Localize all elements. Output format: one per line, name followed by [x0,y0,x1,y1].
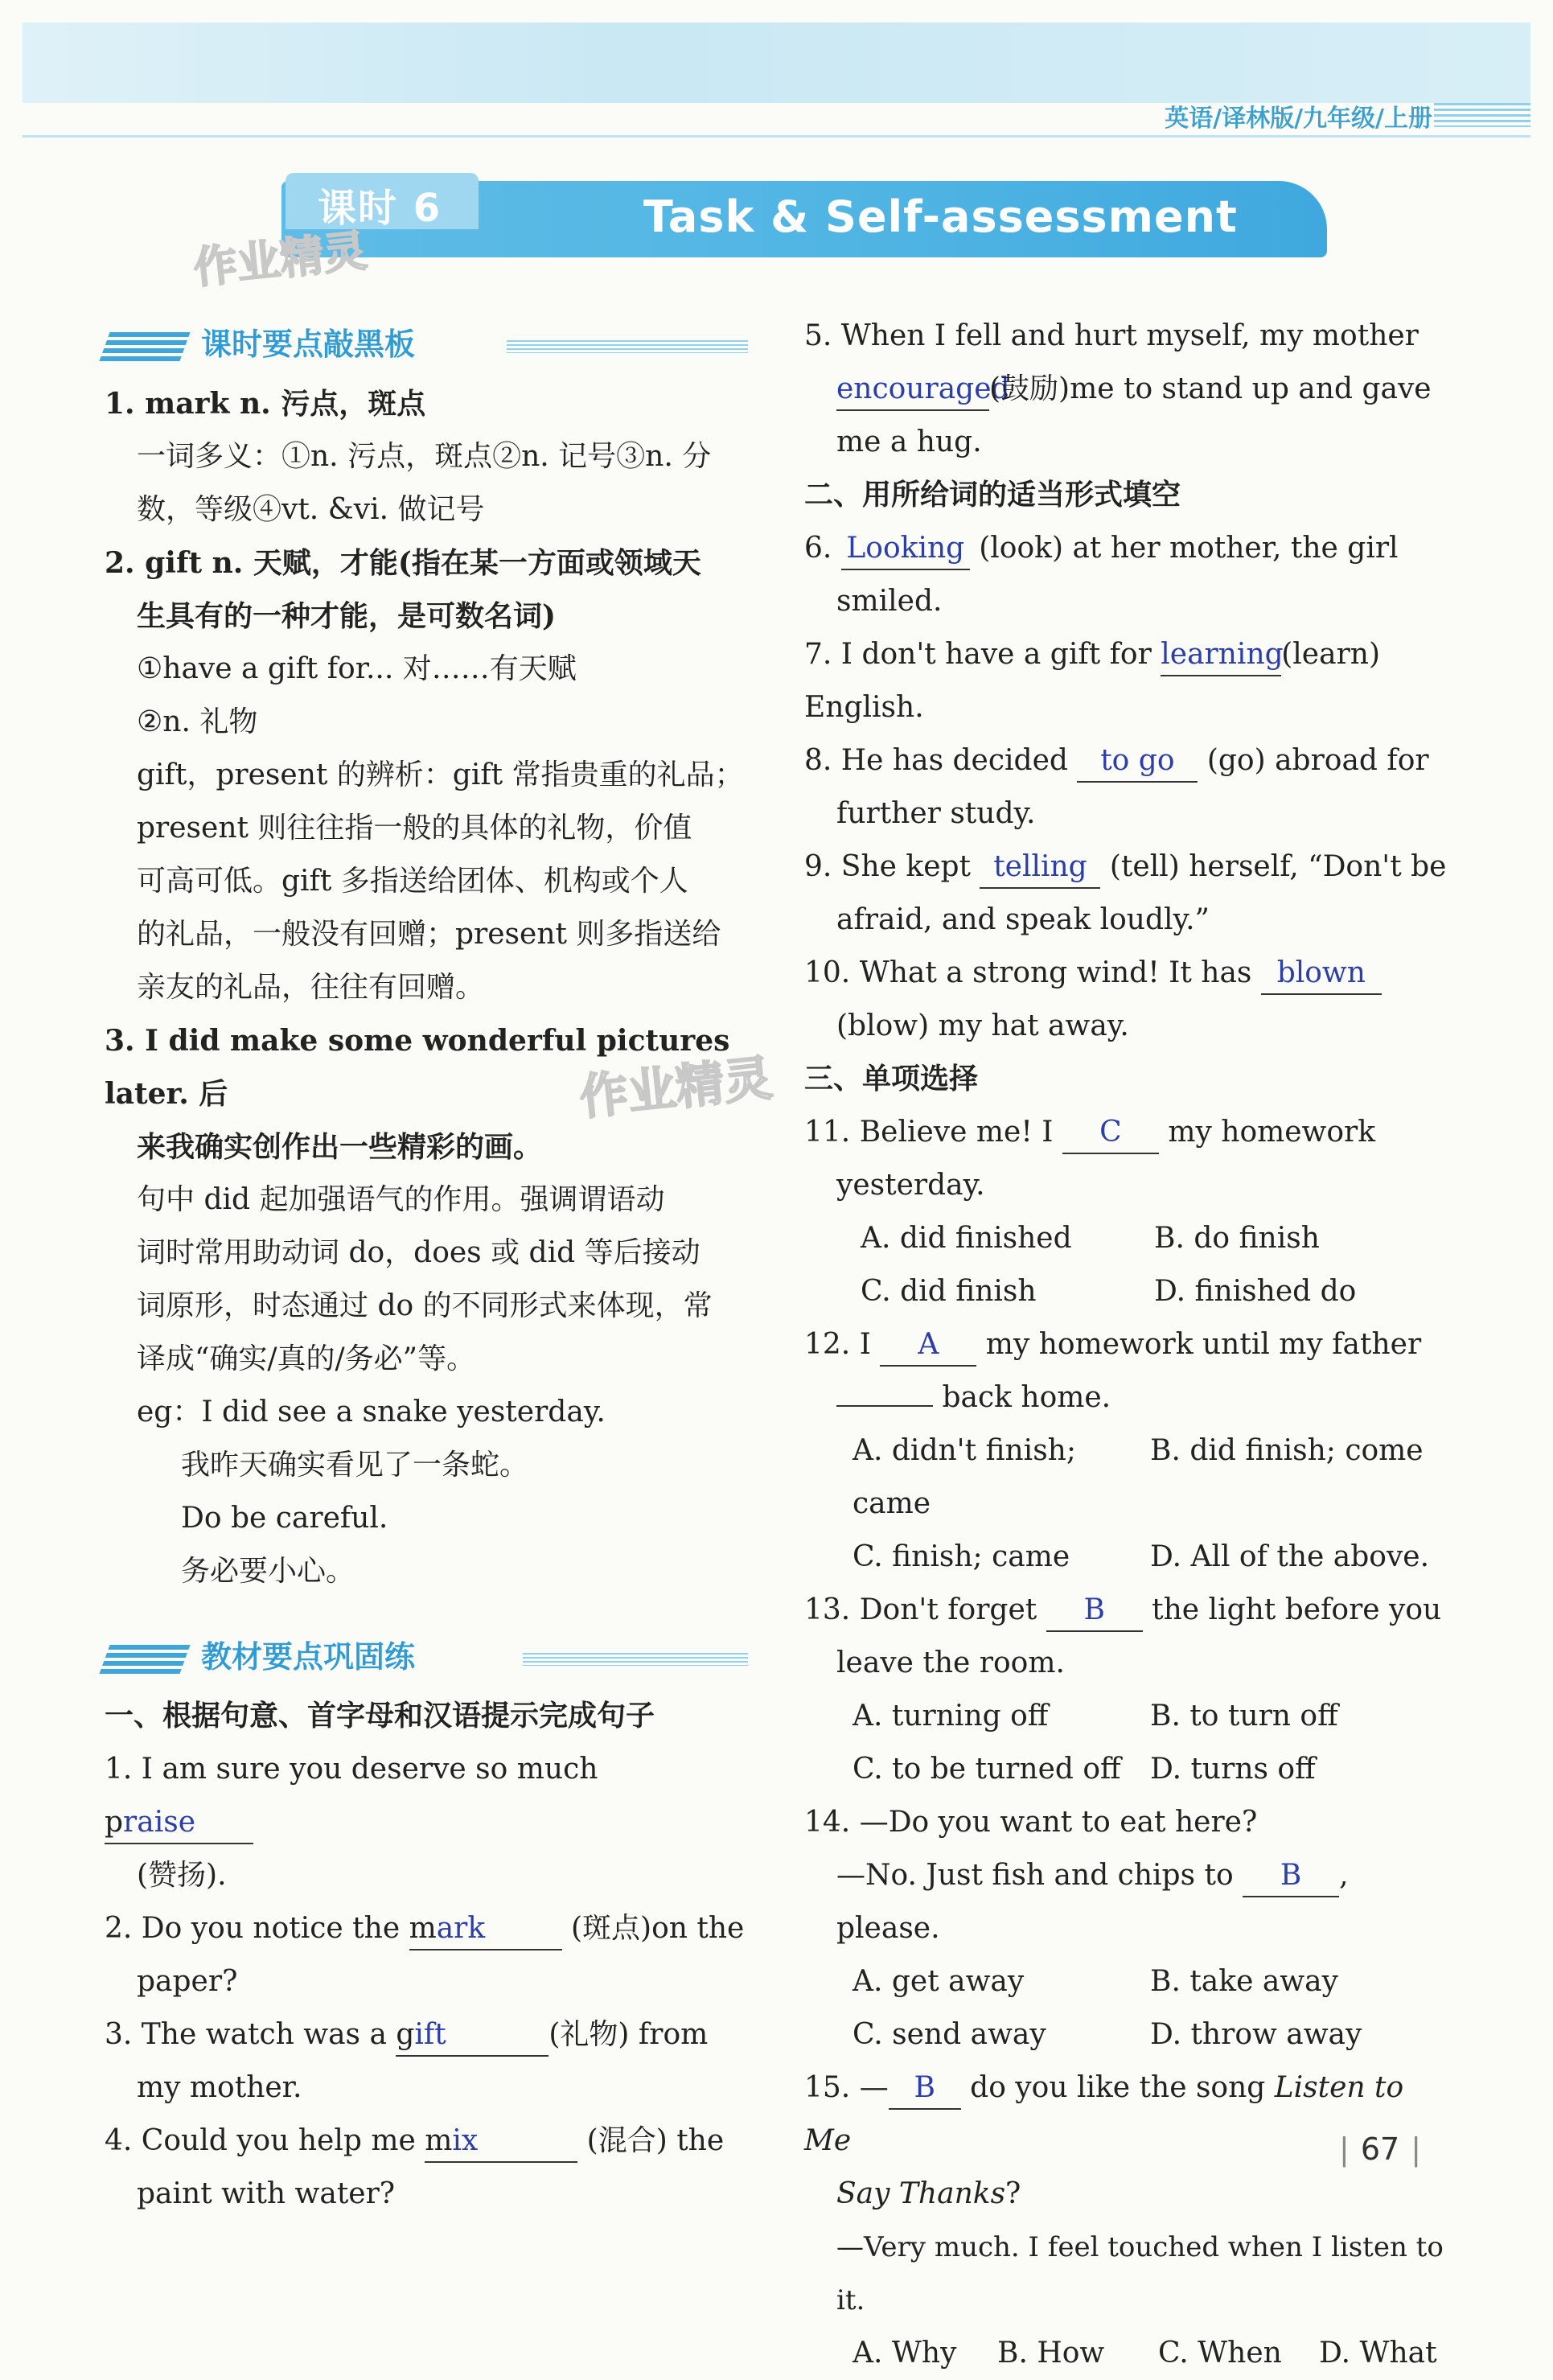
question-text: 1. I am sure you deserve so much [105,1753,598,1786]
header-rule [23,135,1530,138]
question-text: (learn) English. [804,638,1381,724]
answer-text: B [1083,1593,1105,1626]
option[interactable]: C. When [1158,2337,1282,2370]
left-column [105,318,748,2221]
answer-text: A [918,1328,939,1361]
answer-text: encouraged [836,372,1010,405]
question-text: paper? [137,1965,238,1998]
question-text [804,1371,1448,1424]
question-3 [105,2008,748,2061]
question-text: (look) at her mother, the girl [969,532,1399,565]
watermark: 作业精灵 [191,224,370,294]
point-text: 一词多义：①n. 污点，斑点②n. 记号③n. 分 [137,440,712,473]
section-heading-key-points [105,318,748,374]
question-14: 14. —Do you want to eat here? [804,1806,1258,1839]
question-text: 15. — [804,2071,889,2104]
answer-text: B [1280,1859,1302,1892]
answer-blank [409,1909,562,1950]
question-9 [804,841,1448,894]
point-text: 词原形，时态通过 do 的不同形式来体现，常 [137,1289,713,1322]
point-title: 来我确实创作出一些精彩的画。 [137,1130,543,1164]
question-5: 5. When I fell and hurt myself, my mother [804,319,1419,352]
option[interactable]: B. do finish [1154,1222,1320,1255]
question-text: do you like the song [960,2071,1275,2104]
question-6 [804,522,1448,575]
question-text: 7. I don't have a gift for [804,638,1161,671]
initial-letter: m [409,1912,437,1945]
option[interactable]: C. send away [853,2018,1046,2051]
header-band [23,23,1530,103]
answer-blank [1077,741,1198,783]
section-heading-practice [105,1630,748,1687]
section-title: 教材要点巩固练 [201,1639,416,1675]
question-text: back home. [942,1381,1111,1414]
answer-blank [1062,1112,1159,1154]
point-text: 译成“确实/真的/务必”等。 [137,1342,476,1375]
question-text: my homework [1158,1116,1376,1149]
answer-text: C [1099,1116,1122,1149]
question-8 [804,734,1448,787]
question-text: smiled. [836,585,943,618]
option[interactable]: B. to turn off [1150,1700,1338,1733]
question-text: , please. [836,1859,1349,1945]
question-text: me a hug. [836,425,982,458]
heading-rule [507,340,748,353]
answer-text: ark [436,1912,486,1945]
point-text: gift，present 的辨析：gift 常指贵重的礼品； [137,758,744,791]
answer-blank [1046,1590,1143,1632]
option[interactable]: D. finished do [1154,1275,1357,1308]
question-text: my mother. [137,2071,302,2104]
question-text: 10. What a strong wind! It has [804,956,1261,989]
option[interactable]: D. What [1319,2337,1437,2370]
options-row [804,1265,1448,1318]
question-text: (tell) herself, “Don't be [1100,850,1447,883]
question-2 [105,1902,748,1955]
question-text: further study. [836,797,1036,830]
option[interactable]: A. turning off [853,1700,1049,1733]
question-text [804,2168,1448,2221]
question-text: (礼物) from [548,2018,709,2051]
options-row [804,1212,1448,1265]
initial-letter: p [105,1806,124,1839]
page-number: | 67 | [1328,2131,1432,2167]
question-text: the light before you [1142,1593,1442,1626]
answer-blank [1243,1856,1339,1897]
answer-blank [836,1405,933,1407]
option[interactable]: D. turns off [1150,1753,1316,1786]
point-title: 1. mark n. 污点，斑点 [105,387,426,421]
options-row [804,2327,1448,2380]
option[interactable]: C. did finish [861,1275,1037,1308]
answer-blank [105,1802,253,1844]
question-text: (blow) my hat away. [836,1009,1129,1042]
option[interactable]: C. finish; came [853,1540,1070,1573]
question-text: (鼓励)me to stand up and gave [989,372,1432,405]
question-text: 11. Believe me! I [804,1116,1062,1149]
heading-bars-icon [99,332,190,361]
example-text: 务必要小心。 [181,1555,355,1588]
point-text: present 则往往指一般的具体的礼物，价值 [137,812,692,845]
option[interactable]: B. take away [1150,1965,1338,1998]
option[interactable]: D. throw away [1150,2018,1362,2051]
question-text: (赞扬). [137,1859,227,1892]
point-text: 亲友的礼品，往往有回赠。 [137,971,485,1004]
question-text [804,1849,1448,1955]
options-row [804,1955,1448,2008]
point-title: 3. I did make some wonderful pictures later. 后 [105,1024,730,1111]
question-text: 3. The watch was a [105,2018,396,2051]
song-title: Say Thanks [836,2177,1006,2210]
question-text: —No. Just fish and chips to [836,1859,1243,1892]
answer-blank [841,528,970,570]
point-text: ①have a gift for... 对……有天赋 [137,652,577,685]
question-7 [804,628,1448,734]
answer-text: to go [1100,744,1175,777]
option[interactable]: A. get away [853,1965,1025,1998]
option[interactable]: C. to be turned off [853,1753,1121,1786]
question-text: yesterday. [836,1169,985,1202]
point-text: 数，等级④vt. &vi. 做记号 [137,493,485,526]
song-title: Listen to Me [804,2071,1404,2157]
answer-text: learning [1161,638,1284,671]
watermark: 作业精灵 [577,1050,775,1127]
right-column [804,310,1448,2380]
question-text: ? [1005,2177,1021,2210]
question-text: 6. [804,532,841,565]
subsection-title: 一、根据句意、首字母和汉语提示完成句子 [105,1700,655,1733]
point-title: 2. gift n. 天赋，才能(指在某一方面或领域天 [105,546,701,580]
answer-blank [836,369,1010,411]
question-text: 12. I [804,1328,881,1361]
answer-blank [396,2015,548,2057]
question-text: —Very much. I feel touched when I listen to it. [836,2231,1444,2316]
question-text: afraid, and speak loudly.” [836,903,1210,936]
options-row [804,1743,1448,1796]
question-text: paint with water? [137,2177,396,2210]
option[interactable]: A. did finished [861,1222,1072,1255]
example-text: 我昨天确实看见了一条蛇。 [181,1449,529,1482]
example-text: eg：I did see a snake yesterday. [137,1396,606,1428]
answer-blank [1161,635,1284,676]
option[interactable]: D. All of the above. [1150,1540,1430,1573]
initial-letter: m [425,2124,453,2157]
question-11 [804,1106,1448,1159]
question-text: 9. She kept [804,850,980,883]
initial-letter: g [396,2018,415,2051]
question-text: (混合) the [577,2124,725,2157]
answer-text: B [914,2071,935,2104]
options-row [804,1424,1448,1531]
option[interactable]: A. didn't finish; came [853,1434,1076,1520]
answer-text: ift [414,2018,446,2051]
question-text: 8. He has decided [804,744,1078,777]
point-title: 生具有的一种才能，是可数名词) [137,599,557,633]
question-text: 4. Could you help me [105,2124,425,2157]
answer-blank [425,2121,577,2163]
point-text: 可高可低。gift 多指送给团体、机构或个人 [137,865,688,898]
point-text: 词时常用助动词 do，does 或 did 等后接动 [137,1236,700,1269]
question-text: (斑点)on the [561,1912,745,1945]
question-4 [105,2115,748,2168]
book-label: 英语/译林版/九年级/上册 [1165,105,1432,133]
answer-text: telling [993,850,1087,883]
question-13 [804,1584,1448,1637]
question-1 [105,1743,748,1849]
subsection-title: 三、单项选择 [804,1063,979,1095]
question-text: 13. Don't forget [804,1593,1046,1626]
lesson-number: 课时 6 [318,186,442,231]
options-row [804,1690,1448,1743]
options-row [804,1531,1448,1584]
subsection-title: 二、用所给词的适当形式填空 [804,479,1181,512]
answer-text: raise [123,1806,196,1839]
options-row [804,2008,1448,2061]
point-text: 的礼品，一般没有回赠；present 则多指送给 [137,918,721,951]
example-text: Do be careful. [181,1502,388,1535]
question-12 [804,1318,1448,1371]
question-text: 2. Do you notice the [105,1912,409,1945]
option[interactable]: B. How [997,2337,1105,2370]
question-text: (go) abroad for [1198,744,1429,777]
answer-text: Looking [846,532,965,565]
header-decoration [1434,103,1530,127]
point-text: 句中 did 起加强语气的作用。强调谓语动 [137,1183,665,1216]
question-10 [804,947,1448,1000]
point-text: ②n. 礼物 [137,705,258,738]
section-title: 课时要点敲黑板 [201,327,416,362]
answer-blank [880,1325,976,1367]
question-text: my homework until my father [976,1328,1422,1361]
heading-rule [523,1653,748,1666]
option[interactable]: A. Why [853,2337,957,2370]
answer-text: ix [452,2124,479,2157]
answer-blank [1261,953,1382,995]
question-text [804,363,1448,416]
answer-blank [980,847,1100,889]
lesson-title: Task & Self-assessment [643,191,1238,242]
heading-bars-icon [99,1645,190,1674]
answer-blank [889,2068,961,2110]
option[interactable]: B. did finish; come [1150,1434,1424,1467]
answer-text: blown [1276,956,1366,989]
question-text: leave the room. [836,1646,1065,1679]
